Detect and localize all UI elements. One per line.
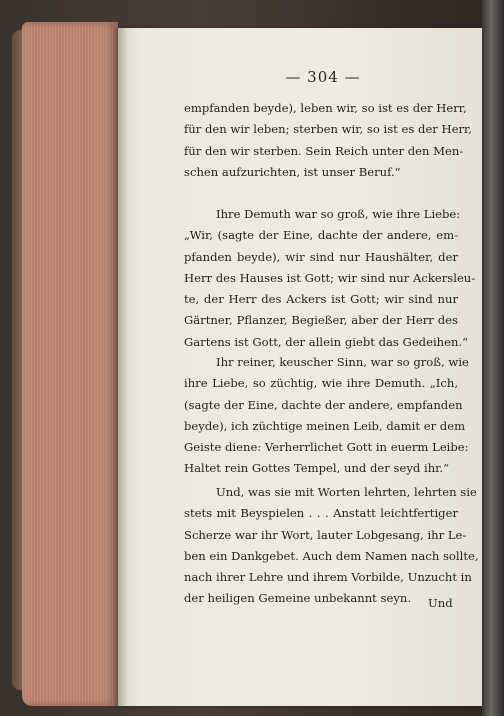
text-line: „Wir, (sagte der Eine, dachte der andere, em- xyxy=(184,228,458,243)
text-line: Ihre Demuth war so groß, wie ihre Liebe: xyxy=(216,207,461,221)
text-line: te, der Herr des Ackers ist Gott; wir sind nur xyxy=(184,292,458,307)
text-line: schen aufzurichten, ist unser Beruf.“ xyxy=(184,164,401,179)
text-line: empfanden beyde), leben wir, so ist es der Herr, xyxy=(184,101,467,115)
page-block-edges xyxy=(22,22,118,706)
text-line: Gartens ist Gott, der allein giebt das Gedeihen.“ xyxy=(184,334,469,349)
text-line: beyde), ich züchtige meinen Leib, damit er dem xyxy=(184,418,466,433)
text-line: für den wir sterben. Sein Reich unter den Men- xyxy=(184,143,464,158)
text-line: Herr des Hauses ist Gott; wir sind nur Ackersleu- xyxy=(184,270,476,285)
text-line: für den wir leben; sterben wir, so ist es der Herr, xyxy=(184,122,472,137)
paragraph-3 xyxy=(184,352,469,480)
text-line: Haltet rein Gottes Tempel, und der seyd ihr.“ xyxy=(184,461,450,476)
text-line: (sagte der Eine, dachte der andere, empfanden xyxy=(184,397,463,412)
scan-edge-strip xyxy=(482,0,504,716)
text-line: stets mit Beyspielen . . . Anstatt leichtfertiger xyxy=(184,506,458,521)
paragraph-1 xyxy=(184,98,472,183)
paragraph-4 xyxy=(184,482,479,610)
text-line: ihre Liebe, so züchtig, wie ihre Demuth. „Ich, xyxy=(184,376,458,391)
text-line: Und, was sie mit Worten lehrten, lehrten sie xyxy=(216,485,477,499)
text-line: Scherze war ihr Wort, lauter Lobgesang, ihr Le- xyxy=(184,527,467,542)
page-number: — 304 — xyxy=(285,68,361,86)
page-gutter-shadow xyxy=(118,28,128,706)
paragraph-2 xyxy=(184,204,476,353)
text-line: ben ein Dankgebet. Auch dem Namen nach sollte, xyxy=(184,548,479,563)
text-line: Gärtner, Pflanzer, Begießer, aber der Herr des xyxy=(184,313,458,328)
text-line: Geiste diene: Verherrlichet Gott in euerm Leibe: xyxy=(184,440,469,455)
text-line: der heiligen Gemeine unbekannt seyn. xyxy=(184,591,412,606)
text-line: pfanden beyde), wir sind nur Haushälter, der xyxy=(184,249,458,264)
text-line: Ihr reiner, keuscher Sinn, war so groß, wie xyxy=(216,355,469,369)
catchword: Und xyxy=(428,596,453,610)
text-line: nach ihrer Lehre und ihrem Vorbilde, Unzucht in xyxy=(184,570,472,585)
